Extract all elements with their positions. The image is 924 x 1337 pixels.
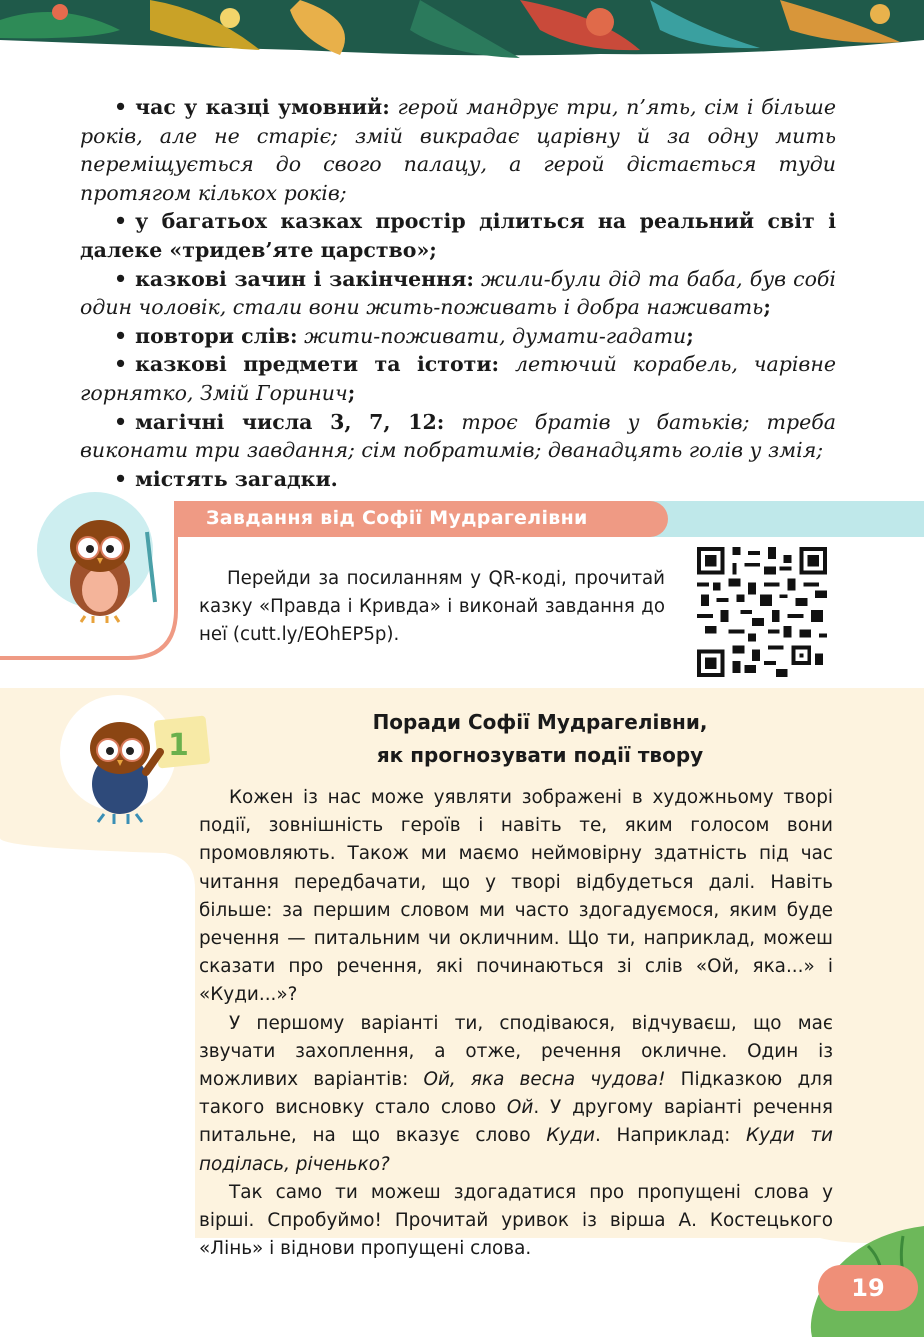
list-item-italic: троє братів у батьків; треба виконати три завдання; сім побратимів; дванадцять голів у змія;	[80, 409, 836, 463]
list-item	[80, 207, 836, 264]
task-text	[199, 565, 665, 649]
bullet: •	[114, 323, 128, 348]
list-item	[80, 322, 836, 351]
example-italic: Ой, яка весна чудова!	[423, 1069, 666, 1091]
tips-paragraph: Кожен із нас може уявляти зображені в художньому творі події, зовнішність героїв і навіть те, яким голосом вони промовляють. Також ми маємо неймовірну здатність під час читання передбачати, що у творі відбудеться далі. Навіть більше: за першим словом ми часто здогадуємося, яким буде речення — питальним чи окличним. Що ти, наприклад, можеш сказати про речення, які починаються зі слів «Ой, яка...» і «Куди...»?	[199, 787, 833, 1006]
list-item-bold: повтори слів:	[135, 323, 298, 348]
text-run: У першому варіанті ти, сподіваюся, відчуваєш, що має звучати захоплення, а отже, речення окличне. Один із можливих варіантів:	[199, 1012, 833, 1091]
list-item-italic: жити-поживати, думати-гадати	[304, 323, 687, 348]
bullet: •	[114, 466, 128, 491]
list-item-italic: летючий корабель, чарівне горнятко, Змій Горинич	[80, 352, 836, 405]
tips-title-line2: як прогнозувати події твору	[376, 743, 704, 767]
example-italic: Куди	[546, 1125, 595, 1147]
owl-student-illustration	[78, 712, 213, 830]
tips-paragraph: Так само ти можеш здогадатися про пропущені слова у вірші. Спробуймо! Прочитай уривок із вірша А. Костецького «Лінь» і віднови пропущені слова.	[199, 1181, 833, 1260]
list-item-italic: жили-були дід та баба, був собі один чоловік, стали вони жить-поживать і добра наживать	[80, 266, 836, 320]
tips-paragraph	[199, 1010, 833, 1179]
owl-teacher-illustration	[55, 512, 165, 627]
list-item-bold: казкові предмети та істоти:	[135, 352, 500, 377]
list-item	[80, 350, 836, 407]
decorative-foliage-banner	[0, 0, 924, 62]
bullet: •	[114, 352, 128, 377]
bullet: •	[114, 409, 128, 434]
example-italic: Ой	[506, 1097, 534, 1119]
list-item	[80, 408, 836, 465]
text-run: Підказкою для такого висновку стало слово	[199, 1069, 833, 1119]
list-item-tail: ;	[763, 295, 771, 320]
task-title: Завдання від Софії Мудрагелівни	[206, 507, 588, 529]
example-italic: Куди ти поділась, річенько?	[199, 1125, 833, 1175]
list-item-italic: герой мандрує три, п’ять, сім і більше років, але не старіє; змій викрадає царівну й за одну мить переміщується до свого палацу, а герой дістається туди протягом кількох років;	[80, 95, 836, 205]
page-number: 19	[818, 1265, 918, 1311]
fairy-tale-features-list	[80, 93, 836, 493]
task-text-body: Перейди за посиланням у QR-коді, прочитай казку «Правда і Кривда» і виконай завдання до неї (cutt.ly/EOhEP5p).	[199, 568, 665, 645]
list-item-bold: у багатьох казках простір ділиться на реальний світ і далеке «тридев’яте царство»;	[80, 209, 836, 262]
list-item-bold: магічні числа 3, 7, 12:	[135, 409, 445, 434]
bullet: •	[114, 95, 128, 119]
bullet: •	[114, 209, 128, 234]
list-item	[80, 93, 836, 207]
list-item	[80, 465, 836, 494]
tips-title-line1: Поради Софії Мудрагелівни,	[372, 710, 708, 734]
tips-title	[330, 706, 750, 772]
list-item-tail: ;	[347, 380, 356, 405]
list-item-bold: час у казці умовний:	[135, 95, 390, 119]
bullet: •	[114, 266, 128, 291]
qr-code[interactable]	[696, 547, 828, 677]
list-item-bold: містять загадки.	[135, 466, 338, 491]
text-run: . Наприклад:	[594, 1125, 747, 1147]
list-item-tail: ;	[686, 323, 694, 348]
number-1-sign: 1	[168, 728, 189, 763]
text-run: . У другому варіанті речення питальне, на що вказує слово	[199, 1097, 833, 1147]
tips-body	[199, 784, 833, 1263]
list-item	[80, 265, 836, 322]
list-item-bold: казкові зачин і закінчення:	[135, 266, 474, 291]
